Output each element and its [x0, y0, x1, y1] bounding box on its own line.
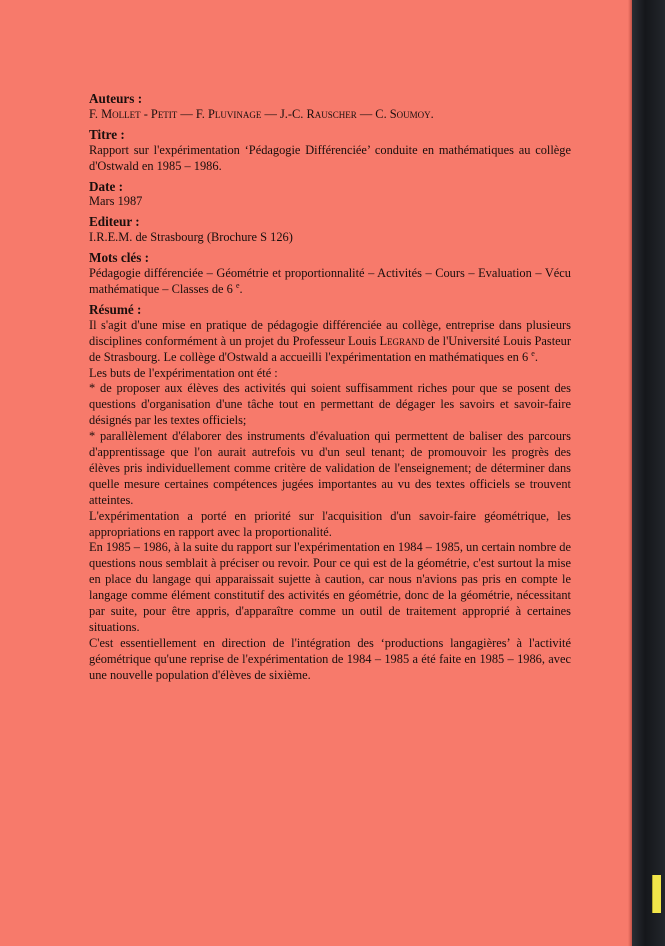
document-content	[89, 91, 571, 688]
mots-cles-list: Pédagogie différenciée – Géométrie et proportionnalité – Activités – Cours – Evaluation – Vécu mathématique – Classes de 6	[89, 266, 571, 296]
titre-heading: Titre :	[89, 126, 125, 142]
date-heading: Date :	[89, 178, 124, 194]
editeur-text: I.R.E.M. de Strasbourg (Brochure S 126)	[89, 230, 293, 245]
spine-binding	[632, 0, 665, 946]
resume-p1-sup: e	[531, 348, 535, 358]
resume-section	[89, 302, 571, 684]
resume-p3: * de proposer aux élèves des activités qui soient suffisamment riches pour que se posent des questions d'organisation d'une tâche tout en permettant de dégager les savoirs et savoir-faire désignés par les textes officiels;	[89, 381, 571, 428]
resume-p6: En 1985 – 1986, à la suite du rapport sur l'expérimentation en 1984 – 1985, un certain nombre de questions nous semblait à préciser ou revoir. Pour ce qui est de la géométrie, c'est surtout la mise en place du langage qui apparaissait sujette à caution, car nous n'avions pas pris en compte le langage comme élément constitutif des activités en géométrie, donc de la géométrie, nécessitant par suite, pour être appris, d'apparaître comme un outil de traitement approprié à certaines situations.	[89, 540, 571, 634]
editeur-section	[89, 214, 571, 246]
resume-p1	[89, 318, 571, 366]
resume-p1-end: .	[534, 349, 538, 364]
resume-p1-before: Il s'agit d'une mise en pratique de pédagogie différenciée au collège, entreprise dans plusieurs disciplines conformément à un projet du Professeur Louis	[89, 317, 571, 348]
mots-cles-sup: e	[235, 280, 240, 290]
titre-text: Rapport sur l'expérimentation ‘Pédagogie Différenciée’ conduite en mathématiques au collège d'Ostwald en 1985 – 1986.	[89, 142, 571, 173]
date-section	[89, 179, 571, 211]
resume-heading: Résumé :	[89, 301, 142, 317]
mots-cles-end: .	[239, 281, 243, 296]
yellow-tab	[652, 875, 661, 913]
date-text: Mars 1987	[89, 194, 143, 209]
resume-p4: * parallèlement d'élaborer des instruments d'évaluation qui permettent de baliser des parcours d'apprentissage que l'on aurait autrefois vu d'un seul tenant; de promouvoir les progrès des élèves pris individuellement comme critère de validation de l'enseignement; de déterminer dans quelle mesure certaines compétences jugées importantes au vu des textes officiels se trouvent atteintes.	[89, 429, 571, 507]
mots-cles-heading: Mots clés :	[89, 250, 150, 266]
auteurs-text: F. Mollet - Petit — F. Pluvinage — J.-C. Rauscher — C. Soumoy.	[89, 106, 434, 121]
resume-p2: Les buts de l'expérimentation ont été :	[89, 365, 278, 380]
mots-cles-text	[89, 266, 571, 298]
titre-section	[89, 127, 571, 175]
resume-p1-name: Legrand	[379, 333, 425, 348]
auteurs-heading: Auteurs :	[89, 91, 143, 106]
resume-p1-after: de l'Université Louis Pasteur de Strasbourg. Le collège d'Ostwald a accueilli l'expérimentation en mathématiques en 6	[89, 333, 572, 364]
auteurs-section	[89, 91, 571, 123]
resume-p5: L'expérimentation a porté en priorité sur l'acquisition d'un savoir-faire géométrique, les appropriations en rapport avec la proportionalité.	[89, 508, 571, 539]
mots-cles-section	[89, 250, 571, 298]
resume-p7: C'est essentiellement en direction de l'intégration des ‘productions langagières’ à l'activité géométrique qu'une reprise de l'expérimentation de 1984 – 1985 a été faite en 1985 – 1986, avec une nouvelle population d'élèves de sixième.	[89, 635, 571, 682]
editeur-heading: Editeur :	[89, 214, 140, 230]
